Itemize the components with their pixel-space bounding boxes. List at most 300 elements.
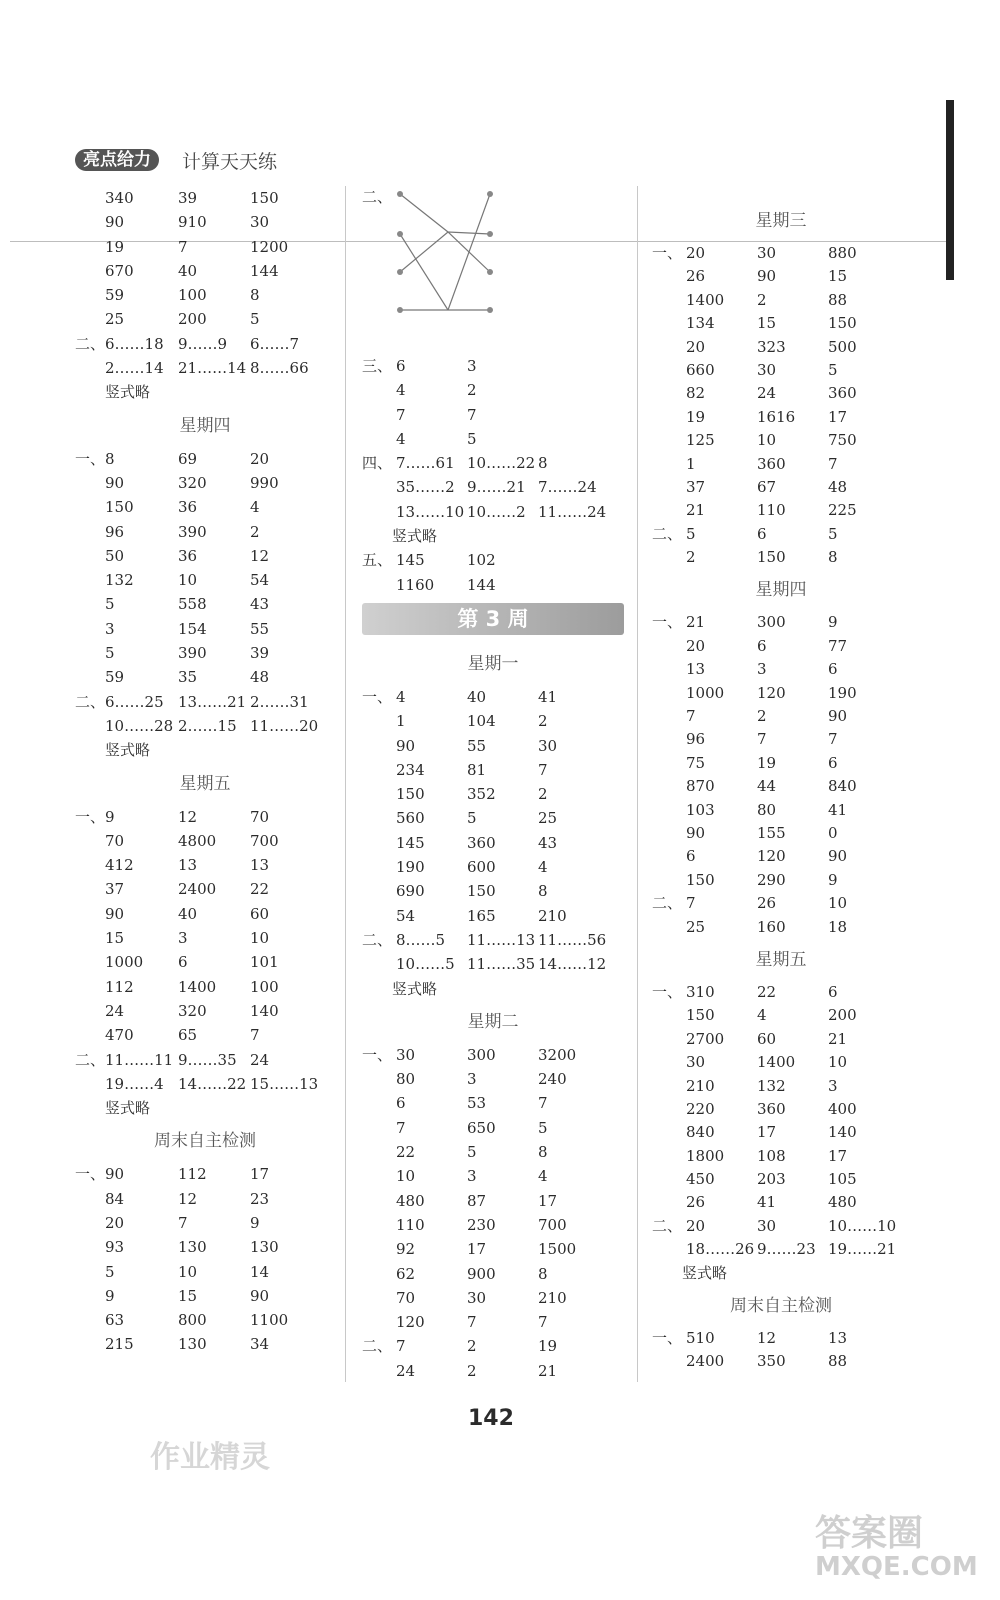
- answer-cell: 14……22: [178, 1074, 247, 1093]
- answer-row: [362, 782, 624, 806]
- answer-cell: 20: [686, 1216, 706, 1235]
- answer-row: [362, 1067, 624, 1091]
- answer-cell: 10……28: [105, 716, 174, 735]
- answer-row: [362, 451, 624, 475]
- answer-cell: 17: [828, 1146, 848, 1165]
- answer-cell: 840: [828, 777, 857, 796]
- answer-cell: 17: [250, 1165, 270, 1184]
- answer-row: [75, 447, 335, 471]
- answer-cell: 13: [250, 856, 270, 875]
- answer-cell: 12: [178, 1189, 198, 1208]
- answer-cell: 102: [467, 551, 496, 570]
- answer-row: [652, 429, 910, 452]
- answer-cell: 6: [757, 524, 767, 543]
- matching-line: [400, 234, 448, 310]
- answer-cell: 11……13: [467, 930, 536, 949]
- answer-cell: 84: [105, 1189, 125, 1208]
- answer-cell: 77: [828, 636, 848, 655]
- answer-row: [362, 685, 624, 709]
- answer-cell: 690: [396, 882, 425, 901]
- answer-cell: 36: [178, 498, 198, 517]
- column-divider-left: [345, 186, 346, 1382]
- answer-row: [652, 845, 910, 868]
- row-label: 一、: [75, 1165, 106, 1184]
- answer-row: [75, 1162, 335, 1186]
- answer-cell: 203: [757, 1170, 786, 1189]
- answer-cell: 8: [538, 1264, 548, 1283]
- answer-cell: 2: [538, 712, 548, 731]
- row-label: 一、: [652, 982, 683, 1001]
- answer-cell: 290: [757, 870, 786, 889]
- answer-cell: 130: [250, 1238, 279, 1257]
- answer-cell: 7: [467, 405, 477, 424]
- section-title: 周末自主检测: [154, 1131, 256, 1152]
- answer-row: [75, 999, 335, 1023]
- row-label: 一、: [75, 807, 106, 826]
- answer-row: [652, 822, 910, 845]
- answer-cell: 19: [538, 1337, 558, 1356]
- answer-cell: 7……24: [538, 478, 597, 497]
- answer-row: [652, 1238, 910, 1261]
- answer-row: [362, 806, 624, 830]
- answer-cell: 120: [396, 1313, 425, 1332]
- answer-row: [362, 1262, 624, 1286]
- watermark-site: MXQE.COM: [815, 1552, 978, 1582]
- answer-cell: 60: [757, 1029, 777, 1048]
- answer-row: [75, 471, 335, 495]
- row-label: 二、: [362, 930, 393, 949]
- row-label: 二、: [75, 692, 106, 711]
- answer-row: [362, 1091, 624, 1115]
- answer-row: [75, 356, 335, 380]
- answer-row: [362, 403, 624, 427]
- matching-line: [400, 232, 490, 272]
- answer-cell: 6: [178, 953, 188, 972]
- vertical-form-note: 竖式略: [392, 527, 438, 546]
- answer-cell: 7: [396, 1118, 406, 1137]
- answer-cell: 670: [105, 261, 134, 280]
- answer-cell: 13……21: [178, 692, 247, 711]
- answer-cell: 150: [686, 870, 715, 889]
- column-right: [652, 200, 910, 1374]
- answer-cell: 30: [757, 360, 777, 379]
- answer-cell: 150: [467, 882, 496, 901]
- answer-cell: 165: [467, 906, 496, 925]
- answer-row: [652, 1121, 910, 1144]
- answer-row: [652, 336, 910, 359]
- answer-row: [75, 641, 335, 665]
- answer-cell: 190: [828, 683, 857, 702]
- answer-cell: 500: [828, 337, 857, 356]
- answer-cell: 26: [757, 894, 777, 913]
- answer-cell: 21……14: [178, 359, 247, 378]
- answer-cell: 10: [828, 894, 848, 913]
- answer-cell: 1400: [178, 977, 217, 996]
- column-middle: [362, 186, 624, 1383]
- matching-dot: [487, 231, 493, 237]
- answer-cell: 108: [757, 1146, 786, 1165]
- answer-row: [362, 952, 624, 976]
- answer-cell: 70: [105, 831, 125, 850]
- answer-cell: 24: [105, 1001, 125, 1020]
- answer-cell: 145: [396, 833, 425, 852]
- row-label: 四、: [362, 454, 393, 473]
- answer-row: [652, 382, 910, 405]
- answer-cell: 150: [828, 314, 857, 333]
- answer-cell: 5: [105, 644, 115, 663]
- answer-cell: 13: [178, 856, 198, 875]
- answer-row: [75, 714, 335, 738]
- answer-cell: 10: [250, 929, 270, 948]
- answer-cell: 2700: [686, 1029, 725, 1048]
- answer-cell: 9: [105, 1286, 115, 1305]
- answer-cell: 90: [105, 473, 125, 492]
- answer-cell: 558: [178, 595, 207, 614]
- answer-cell: 4: [250, 498, 260, 517]
- answer-row: [652, 1004, 910, 1027]
- answer-cell: 11……24: [538, 502, 607, 521]
- answer-cell: 55: [250, 619, 270, 638]
- answer-cell: 8……66: [250, 359, 309, 378]
- answer-row: [652, 1051, 910, 1074]
- answer-row: [652, 775, 910, 798]
- answer-row: [75, 1332, 335, 1356]
- row-label: 二、: [652, 1216, 683, 1235]
- answer-row: [362, 734, 624, 758]
- answer-cell: 92: [396, 1240, 416, 1259]
- answer-cell: 5: [686, 524, 696, 543]
- section-title: 周末自主检测: [730, 1296, 832, 1317]
- answer-cell: 120: [757, 683, 786, 702]
- answer-cell: 160: [757, 917, 786, 936]
- answer-cell: 39: [178, 189, 198, 207]
- answer-cell: 20: [250, 449, 270, 468]
- answer-row: [75, 235, 335, 259]
- answer-cell: 3: [105, 619, 115, 638]
- answer-cell: 230: [467, 1215, 496, 1234]
- answer-cell: 154: [178, 619, 207, 638]
- answer-cell: 17: [467, 1240, 487, 1259]
- answer-cell: 8: [538, 454, 548, 473]
- answer-cell: 100: [250, 977, 279, 996]
- answer-cell: 17: [828, 407, 848, 426]
- answer-cell: 10……10: [828, 1216, 897, 1235]
- answer-cell: 10: [757, 431, 777, 450]
- row-label: 二、: [652, 524, 683, 543]
- answer-cell: 130: [178, 1335, 207, 1354]
- answer-row: [362, 855, 624, 879]
- answer-cell: 145: [396, 551, 425, 570]
- answer-cell: 2400: [686, 1352, 725, 1371]
- answer-cell: 19: [686, 407, 706, 426]
- answer-cell: 9: [250, 1213, 260, 1232]
- answer-row: [75, 568, 335, 592]
- answer-cell: 150: [396, 785, 425, 804]
- answer-row: [362, 1237, 624, 1261]
- answer-cell: 400: [828, 1099, 857, 1118]
- matching-line: [448, 194, 490, 310]
- answer-cell: 30: [757, 1216, 777, 1235]
- answer-cell: 5: [467, 809, 477, 828]
- answer-row: [75, 1048, 335, 1072]
- answer-cell: 700: [538, 1215, 567, 1234]
- answer-cell: 96: [105, 522, 125, 541]
- answer-row: [652, 869, 910, 892]
- answer-row: [652, 1145, 910, 1168]
- answer-cell: 3: [467, 1070, 477, 1089]
- answer-cell: 30: [538, 736, 558, 755]
- answer-row: [362, 1213, 624, 1237]
- section-title: 星期五: [755, 949, 807, 970]
- answer-cell: 0: [828, 823, 838, 842]
- vertical-form-note: 竖式略: [392, 979, 438, 998]
- row-label: 一、: [75, 449, 106, 468]
- answer-row: [652, 523, 910, 546]
- answer-cell: 150: [105, 498, 134, 517]
- answer-cell: 24: [250, 1050, 270, 1069]
- answer-cell: 88: [828, 290, 848, 309]
- answer-row: [362, 573, 624, 597]
- answer-cell: 560: [396, 809, 425, 828]
- answer-row: [652, 981, 910, 1004]
- answer-cell: 7: [538, 760, 548, 779]
- answer-cell: 34: [250, 1335, 270, 1354]
- answer-cell: 75: [686, 753, 706, 772]
- answer-cell: 2: [467, 1337, 477, 1356]
- answer-row: [652, 359, 910, 382]
- answer-cell: 5: [467, 1143, 477, 1162]
- answer-row: [362, 500, 624, 524]
- answer-row: [362, 758, 624, 782]
- row-label: 三、: [362, 357, 393, 375]
- answer-cell: 470: [105, 1026, 134, 1045]
- answer-cell: 41: [828, 800, 848, 819]
- matching-dot: [487, 269, 493, 275]
- answer-cell: 300: [467, 1045, 496, 1064]
- answer-cell: 10: [828, 1053, 848, 1072]
- answer-cell: 900: [467, 1264, 496, 1283]
- answer-cell: 35……2: [396, 478, 455, 497]
- answer-cell: 11……35: [467, 955, 536, 974]
- answer-cell: 144: [467, 575, 496, 594]
- answer-cell: 3: [467, 357, 477, 375]
- answer-cell: 450: [686, 1170, 715, 1189]
- answer-cell: 1500: [538, 1240, 577, 1259]
- answer-row: [75, 1284, 335, 1308]
- answer-cell: 5: [105, 1262, 115, 1281]
- answer-cell: 43: [250, 595, 270, 614]
- matching-dot: [487, 307, 493, 313]
- row-label: 一、: [652, 613, 683, 632]
- answer-cell: 44: [757, 777, 777, 796]
- answer-cell: 21: [686, 613, 706, 632]
- answer-cell: 15: [757, 314, 777, 333]
- answer-cell: 17: [538, 1191, 558, 1210]
- answer-cell: 30: [757, 244, 777, 262]
- answer-cell: 50: [105, 546, 125, 565]
- answer-cell: 24: [396, 1361, 416, 1380]
- answer-cell: 67: [757, 477, 777, 496]
- answer-row: [75, 520, 335, 544]
- answer-row: [75, 1187, 335, 1211]
- answer-row: [75, 926, 335, 950]
- answer-cell: 390: [178, 644, 207, 663]
- answer-cell: 70: [396, 1288, 416, 1307]
- answer-row: [652, 916, 910, 939]
- answer-cell: 25: [105, 310, 125, 329]
- watermark-bottom-right: 答案圈: [815, 1513, 924, 1554]
- answer-cell: 36: [178, 546, 198, 565]
- vertical-form-note: 竖式略: [682, 1263, 728, 1282]
- answer-cell: 240: [538, 1070, 567, 1089]
- answer-cell: 13: [686, 660, 706, 679]
- row-label: 一、: [362, 687, 393, 706]
- answer-row: [75, 1260, 335, 1284]
- answer-row: [652, 728, 910, 751]
- answer-cell: 210: [538, 1288, 567, 1307]
- answer-row: [75, 1072, 335, 1096]
- answer-cell: 19: [757, 753, 777, 772]
- answer-cell: 54: [396, 906, 416, 925]
- answer-row: [652, 1168, 910, 1191]
- answer-cell: 9……23: [757, 1240, 816, 1259]
- answer-cell: 320: [178, 473, 207, 492]
- answer-row: [75, 1235, 335, 1259]
- answer-row: [652, 546, 910, 569]
- answer-row: [362, 354, 624, 378]
- answer-cell: 8……5: [396, 930, 446, 949]
- section-title: 星期四: [755, 580, 807, 601]
- answer-cell: 7: [757, 730, 767, 749]
- row-label: 二、: [75, 1050, 106, 1069]
- answer-cell: 26: [686, 1193, 706, 1212]
- answer-row: [362, 1189, 624, 1213]
- answer-cell: 510: [686, 1329, 715, 1348]
- answer-cell: 10: [178, 1262, 198, 1281]
- answer-cell: 840: [686, 1123, 715, 1142]
- answer-cell: 7……61: [396, 454, 455, 473]
- answer-cell: 215: [105, 1335, 134, 1354]
- answer-row: [362, 709, 624, 733]
- row-label: 二、: [362, 1337, 393, 1356]
- answer-row: [362, 1310, 624, 1334]
- answer-row: [75, 332, 335, 356]
- answer-cell: 12: [250, 546, 270, 565]
- answer-cell: 4: [538, 858, 548, 877]
- answer-cell: 40: [467, 687, 487, 706]
- answer-cell: 4: [396, 687, 406, 706]
- answer-cell: 200: [828, 1006, 857, 1025]
- answer-cell: 880: [828, 244, 857, 262]
- answer-row: [362, 1334, 624, 1358]
- answer-cell: 90: [105, 1165, 125, 1184]
- answer-row: [652, 682, 910, 705]
- answer-cell: 11……20: [250, 716, 319, 735]
- answer-cell: 360: [828, 384, 857, 403]
- answer-cell: 320: [178, 1001, 207, 1020]
- answer-cell: 990: [250, 473, 279, 492]
- answer-cell: 90: [757, 267, 777, 286]
- answer-row: [75, 544, 335, 568]
- answer-cell: 80: [757, 800, 777, 819]
- answer-cell: 412: [105, 856, 134, 875]
- answer-cell: 134: [686, 314, 715, 333]
- answer-cell: 13……10: [396, 502, 465, 521]
- answer-cell: 2400: [178, 880, 217, 899]
- answer-row: [75, 495, 335, 519]
- answer-cell: 105: [828, 1170, 857, 1189]
- answer-row: [362, 378, 624, 402]
- answer-cell: 8: [538, 882, 548, 901]
- answer-cell: 3: [178, 929, 188, 948]
- answer-row: [652, 705, 910, 728]
- answer-cell: 90: [828, 707, 848, 726]
- section-title: 星期三: [755, 211, 807, 231]
- answer-cell: 20: [686, 337, 706, 356]
- row-label: 一、: [362, 1045, 393, 1064]
- answer-cell: 9: [828, 870, 838, 889]
- answer-row: [652, 312, 910, 335]
- answer-cell: 26: [686, 267, 706, 286]
- answer-cell: 1200: [250, 237, 289, 256]
- answer-row: [652, 1075, 910, 1098]
- answer-cell: 25: [686, 917, 706, 936]
- matching-dot: [487, 191, 493, 197]
- answer-row: [362, 1116, 624, 1140]
- answer-cell: 4: [396, 381, 406, 400]
- section-title: 星期四: [179, 415, 231, 436]
- answer-cell: 20: [105, 1213, 125, 1232]
- answer-cell: 22: [250, 880, 270, 899]
- page-number: 142: [468, 1406, 514, 1431]
- answer-row: [75, 665, 335, 689]
- answer-cell: 6: [828, 753, 838, 772]
- answer-cell: 59: [105, 286, 125, 305]
- answer-cell: 10……22: [467, 454, 536, 473]
- answer-cell: 81: [467, 760, 487, 779]
- answer-cell: 5: [105, 595, 115, 614]
- section-title: 星期五: [179, 773, 231, 794]
- answer-cell: 7: [178, 237, 188, 256]
- answer-cell: 144: [250, 261, 279, 280]
- answer-cell: 112: [178, 1165, 207, 1184]
- answer-cell: 65: [178, 1026, 198, 1045]
- answer-cell: 63: [105, 1311, 125, 1330]
- answer-cell: 2: [686, 548, 696, 567]
- answer-cell: 1: [396, 712, 406, 731]
- week-banner: 第 3 周: [362, 603, 624, 635]
- answer-cell: 43: [538, 833, 558, 852]
- answer-cell: 7: [250, 1026, 260, 1045]
- answer-cell: 1000: [105, 953, 144, 972]
- answer-cell: 150: [686, 1006, 715, 1025]
- answer-cell: 323: [757, 337, 786, 356]
- answer-row: [362, 1043, 624, 1067]
- answer-cell: 2: [467, 381, 477, 400]
- answer-row: [362, 879, 624, 903]
- answer-row: [75, 853, 335, 877]
- answer-row: [652, 453, 910, 476]
- answer-row: [652, 476, 910, 499]
- row-label: 二、: [362, 188, 393, 206]
- answer-cell: 3: [828, 1076, 838, 1095]
- answer-cell: 22: [396, 1143, 416, 1162]
- answer-cell: 21: [538, 1361, 558, 1380]
- answer-cell: 13: [828, 1329, 848, 1348]
- answer-row: [75, 259, 335, 283]
- answer-cell: 2: [757, 290, 767, 309]
- answer-cell: 87: [467, 1191, 487, 1210]
